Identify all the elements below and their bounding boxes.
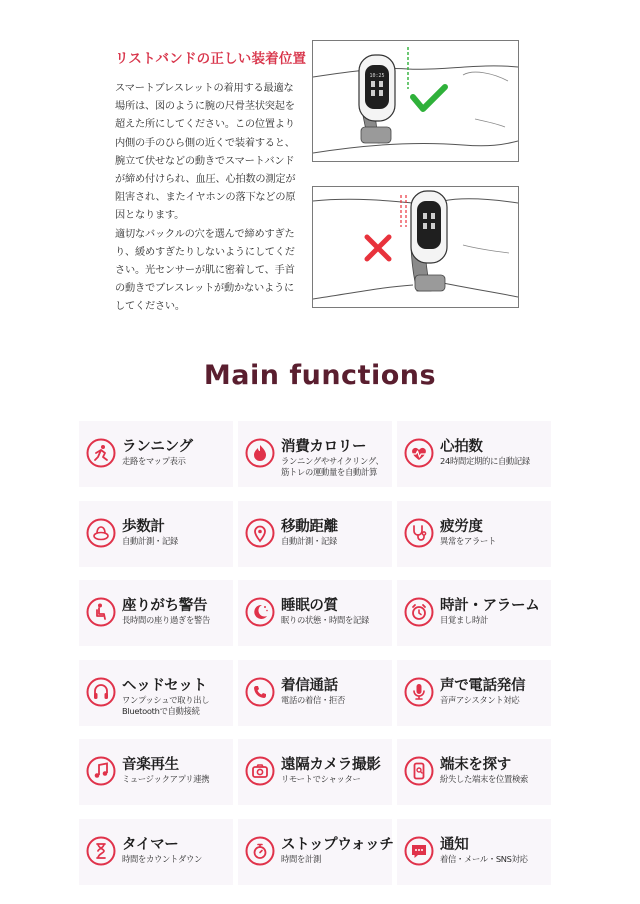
feature-card: [79, 501, 233, 567]
feature-card: [397, 580, 551, 646]
feature-card: [397, 819, 551, 885]
wear-position-section: [0, 0, 640, 330]
feature-card: [238, 421, 392, 487]
headset-icon: [86, 677, 116, 707]
feature-subtitle: 眠りの状態・時間を記録: [281, 615, 369, 625]
feature-title: ストップウォッチ: [281, 837, 394, 853]
section-title: リストバンドの正しい装着位置: [115, 51, 307, 67]
wrist-band-wrong-drawing: [313, 187, 518, 307]
feature-subtitle: 目覚まし時計: [440, 615, 488, 625]
feature-card: [238, 660, 392, 726]
feature-subtitle: 着信・メール・SNS対応: [440, 854, 528, 864]
step-counter-icon: [86, 518, 116, 548]
feature-card: [79, 580, 233, 646]
feature-subtitle: リモートでシャッター: [281, 774, 361, 784]
camera-icon: [245, 756, 275, 786]
feature-card: [397, 421, 551, 487]
feature-title: 睡眠の質: [281, 598, 338, 614]
feature-subtitle: 自動計測・記録: [122, 536, 178, 546]
microphone-icon: [404, 677, 434, 707]
feature-card: [79, 660, 233, 726]
location-pin-icon: [245, 518, 275, 548]
feature-card: [397, 739, 551, 805]
wear-paragraph-1: スマートブレスレットの着用する最適な場所は、図のように腕の尺骨茎状突起を超えた所にしてください。この位置より内側の手のひら側の近くで装着すると、腕立て伏せなどの動きでスマートバンドが締め付けられ、血圧、心拍数の測定が阻害され、またイヤホンの落下などの原因となります。: [115, 83, 296, 222]
wear-description: [115, 80, 303, 317]
chat-bubble-icon: [404, 836, 434, 866]
feature-card: [238, 501, 392, 567]
feature-card: [79, 739, 233, 805]
cross-icon: [367, 237, 389, 259]
timer-icon: [86, 836, 116, 866]
feature-title: 遠隔カメラ撮影: [281, 757, 381, 773]
feature-subtitle: 時間をカウントダウン: [122, 854, 202, 864]
feature-card: [79, 819, 233, 885]
feature-subtitle: 電話の着信・拒否: [281, 695, 345, 705]
feature-title: タイマー: [122, 837, 179, 853]
feature-title: 端末を探す: [440, 757, 511, 773]
check-icon: [413, 87, 445, 109]
wear-paragraph-2: 適切なバックルの穴を選んで締めすぎたり、緩めすぎたりしないようにしてください。光センサーが肌に密着して、手首の動きでブレスレットが動かないようにしてください。: [115, 228, 295, 313]
feature-subtitle: ワンプッシュで取り出し Bluetoothで自動接続: [122, 695, 210, 716]
feature-title: 心拍数: [440, 439, 483, 455]
feature-card: [397, 501, 551, 567]
feature-subtitle: 自動計測・記録: [281, 536, 337, 546]
main-functions-title: Main functions: [203, 360, 437, 391]
music-note-icon: [86, 756, 116, 786]
feature-card: [238, 739, 392, 805]
feature-title: 時計・アラーム: [440, 598, 540, 614]
feature-card: [79, 421, 233, 487]
band-screen-time: 10:25: [369, 73, 385, 79]
alarm-clock-icon: [404, 597, 434, 627]
feature-subtitle: 長時間の座り過ぎを警告: [122, 615, 210, 625]
feature-subtitle: 紛失した端末を位置検索: [440, 774, 528, 784]
feature-title: 疲労度: [440, 519, 483, 535]
feature-title: 通知: [440, 837, 469, 853]
stopwatch-icon: [245, 836, 275, 866]
phone-call-icon: [245, 677, 275, 707]
feature-subtitle: 24時間定期的に自動記録: [440, 456, 530, 466]
feature-card: [238, 819, 392, 885]
feature-subtitle: 走路をマップ表示: [122, 456, 186, 466]
feature-title: 消費カロリー: [281, 439, 367, 455]
wrist-band-correct-drawing: [313, 41, 518, 161]
wrong-position-illustration: [312, 186, 519, 308]
feature-title: 音楽再生: [122, 757, 179, 773]
heart-rate-icon: [404, 438, 434, 468]
feature-subtitle: ランニングやサイクリング、 筋トレの運動量を自動計算: [281, 456, 384, 477]
feature-card: [238, 580, 392, 646]
correct-position-illustration: [312, 40, 519, 162]
feature-subtitle: 音声アシスタント対応: [440, 695, 520, 705]
feature-title: ランニング: [122, 439, 193, 455]
feature-card: [397, 660, 551, 726]
calorie-flame-icon: [245, 438, 275, 468]
feature-title: 着信通話: [281, 678, 338, 694]
sitting-icon: [86, 597, 116, 627]
find-phone-icon: [404, 756, 434, 786]
stethoscope-icon: [404, 518, 434, 548]
running-icon: [86, 438, 116, 468]
feature-title: 声で電話発信: [440, 678, 526, 694]
feature-subtitle: ミュージックアプリ連携: [122, 774, 210, 784]
feature-subtitle: 異常をアラート: [440, 536, 496, 546]
feature-title: 歩数計: [122, 519, 165, 535]
feature-subtitle: 時間を計測: [281, 854, 321, 864]
feature-title: ヘッドセット: [122, 678, 207, 694]
feature-title: 座りがち警告: [122, 598, 208, 614]
moon-icon: [245, 597, 275, 627]
feature-title: 移動距離: [281, 519, 338, 535]
